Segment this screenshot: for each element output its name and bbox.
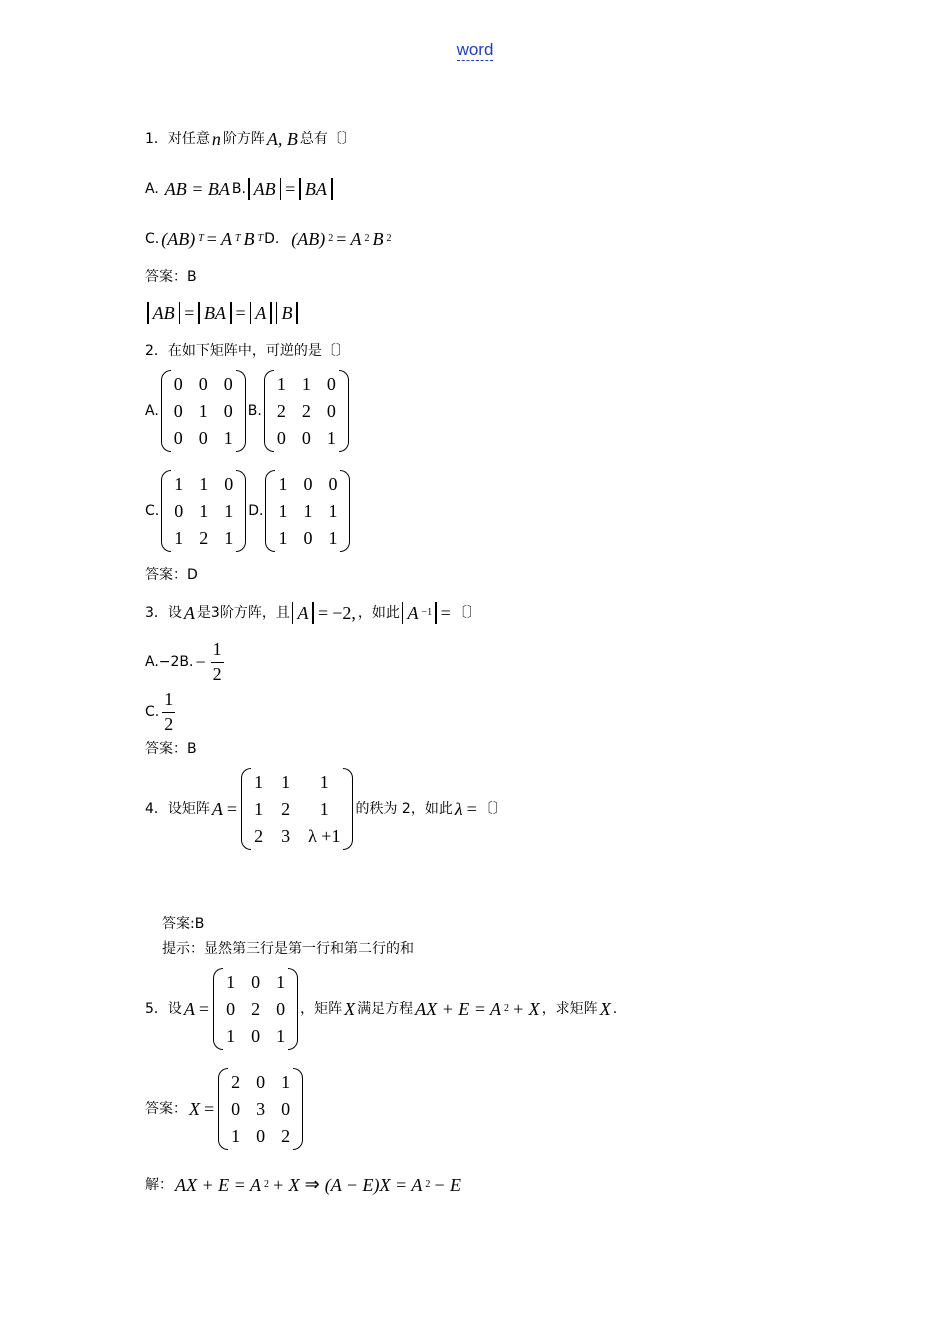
matrix-d (265, 470, 350, 552)
q3-option-c: C. $\frac{1}{2}$ (145, 689, 174, 734)
q3-stem: 3．设 A 是3阶方阵，且 A = −2, ，如此 A −1 = 〔〕 (145, 603, 481, 623)
matrix-cell: 0 (173, 428, 183, 448)
matrix-cell: 1 (254, 799, 264, 819)
abs-bar (299, 178, 301, 200)
matrix-cell: 0 (174, 501, 184, 521)
matrix-cell: 1 (319, 772, 329, 792)
matrix-cell: 0 (281, 1099, 291, 1119)
matrix-cell: 1 (326, 428, 336, 448)
q1-answer: 答案：B (145, 269, 197, 285)
q2-stem: 2．在如下矩阵中，可逆的是〔〕 (145, 343, 350, 359)
matrix-a (213, 968, 298, 1050)
matrix-c (161, 470, 246, 552)
matrix-cell: 1 (278, 501, 288, 521)
matrix-cell: 1 (199, 501, 209, 521)
matrix-cell: 1 (328, 528, 338, 548)
matrix-cell: 1 (226, 972, 236, 992)
matrix-cell: 1 (328, 501, 338, 521)
matrix-cell: 1 (278, 474, 288, 494)
matrix-cell: 0 (326, 374, 336, 394)
matrix-cell: 3 (256, 1099, 266, 1119)
fraction: $\frac{1}{2}$ (212, 639, 222, 684)
matrix-cell: 0 (224, 474, 234, 494)
abs-bar (331, 178, 333, 200)
matrix-cell: 1 (231, 1126, 241, 1146)
matrix-cell: 2 (231, 1072, 241, 1092)
matrix-cell: 2 (276, 401, 286, 421)
matrix-cell: 0 (173, 401, 183, 421)
matrix-cell: 0 (173, 374, 183, 394)
q2-options-ab: A. 0 0 0 0 1 0 0 0 1 B. 1 1 0 2 2 0 0 0 1 (145, 370, 351, 452)
q5-stem: 5．设 A = 1 0 1 0 2 0 1 0 1 ，矩阵 X 满足方程 AX + E = A 2 + X ，求矩阵 X . (145, 968, 617, 1050)
matrix-cell: λ +1 (308, 826, 341, 846)
matrix-cell: 1 (226, 1026, 236, 1046)
q1-options-cd: C. (AB) T = A T B T D. (AB) 2 = A 2 B 2 (145, 229, 392, 249)
matrix-cell: 1 (281, 772, 291, 792)
matrix-cell: 2 (301, 401, 311, 421)
matrix-cell: 0 (328, 474, 338, 494)
matrix-cell: 1 (276, 972, 286, 992)
matrix-cell: 1 (281, 1072, 291, 1092)
answer-matrix (218, 1068, 303, 1150)
matrix-cell: 2 (281, 799, 291, 819)
matrix-cell: 1 (303, 501, 313, 521)
matrix-cell: 1 (224, 501, 234, 521)
q1-explanation: AB = BA = A B (145, 302, 300, 324)
q4-hint: 提示：显然第三行是第一行和第二行的和 (162, 941, 414, 957)
matrix-cell: 1 (319, 799, 329, 819)
matrix-cell: 2 (199, 528, 209, 548)
matrix-cell: 0 (198, 374, 208, 394)
matrix-cell: 0 (301, 428, 311, 448)
q4-stem: 4．设矩阵 A = 1 1 1 1 2 1 2 3 λ +1 的秩为 2，如此 λ = 〔〕 (145, 768, 507, 850)
q5-solution: 解： AX + E = A 2 + X ⇒ (A − E)X = A 2 − E (145, 1174, 461, 1195)
page-header (0, 40, 950, 60)
matrix-cell: 1 (254, 772, 264, 792)
matrix-cell: 2 (251, 999, 261, 1019)
matrix-cell: 0 (256, 1072, 266, 1092)
matrix-cell: 0 (226, 999, 236, 1019)
matrix-cell: 1 (174, 474, 184, 494)
matrix-cell: 2 (254, 826, 264, 846)
matrix-cell: 0 (326, 401, 336, 421)
q4-answer: 答案:B (162, 916, 205, 932)
matrix-cell: 0 (303, 474, 313, 494)
matrix-b (264, 370, 349, 452)
matrix-cell: 0 (198, 428, 208, 448)
fraction: $\frac{1}{2}$ (164, 689, 174, 734)
matrix-cell: 1 (198, 401, 208, 421)
matrix-cell: 0 (231, 1099, 241, 1119)
q2-options-cd: C. 1 1 0 0 1 1 1 2 1 D. 1 0 0 1 1 1 1 0 1 (145, 470, 352, 552)
header-link[interactable]: word (456, 40, 494, 59)
matrix-cell: 2 (281, 1126, 291, 1146)
matrix-cell: 1 (174, 528, 184, 548)
matrix-cell: 1 (278, 528, 288, 548)
matrix-cell: 1 (276, 374, 286, 394)
matrix-a (161, 370, 246, 452)
q2-answer: 答案：D (145, 567, 198, 583)
matrix-cell: 1 (223, 428, 233, 448)
matrix-a (241, 768, 353, 850)
abs-bar (280, 178, 282, 200)
matrix-cell: 0 (223, 401, 233, 421)
matrix-cell: 1 (301, 374, 311, 394)
q1-options-ab: A. AB = BA B. AB = BA (145, 178, 335, 200)
matrix-cell: 3 (281, 826, 291, 846)
q3-answer: 答案：B (145, 741, 197, 757)
matrix-cell: 0 (256, 1126, 266, 1146)
q5-answer: 答案： X = 2 0 1 0 3 0 1 0 2 (145, 1068, 305, 1150)
matrix-cell: 0 (303, 528, 313, 548)
matrix-cell: 0 (223, 374, 233, 394)
matrix-cell: 1 (224, 528, 234, 548)
matrix-cell: 0 (276, 428, 286, 448)
matrix-cell: 0 (251, 972, 261, 992)
q3-options-ab: A.−2B. − $\frac{1}{2}$ (145, 639, 222, 684)
matrix-cell: 1 (276, 1026, 286, 1046)
matrix-cell: 0 (276, 999, 286, 1019)
matrix-cell: 0 (251, 1026, 261, 1046)
abs-bar (248, 178, 250, 200)
matrix-cell: 1 (199, 474, 209, 494)
q1-stem: 1．对任意 n 阶方阵 A, B 总有〔〕 (145, 129, 356, 149)
